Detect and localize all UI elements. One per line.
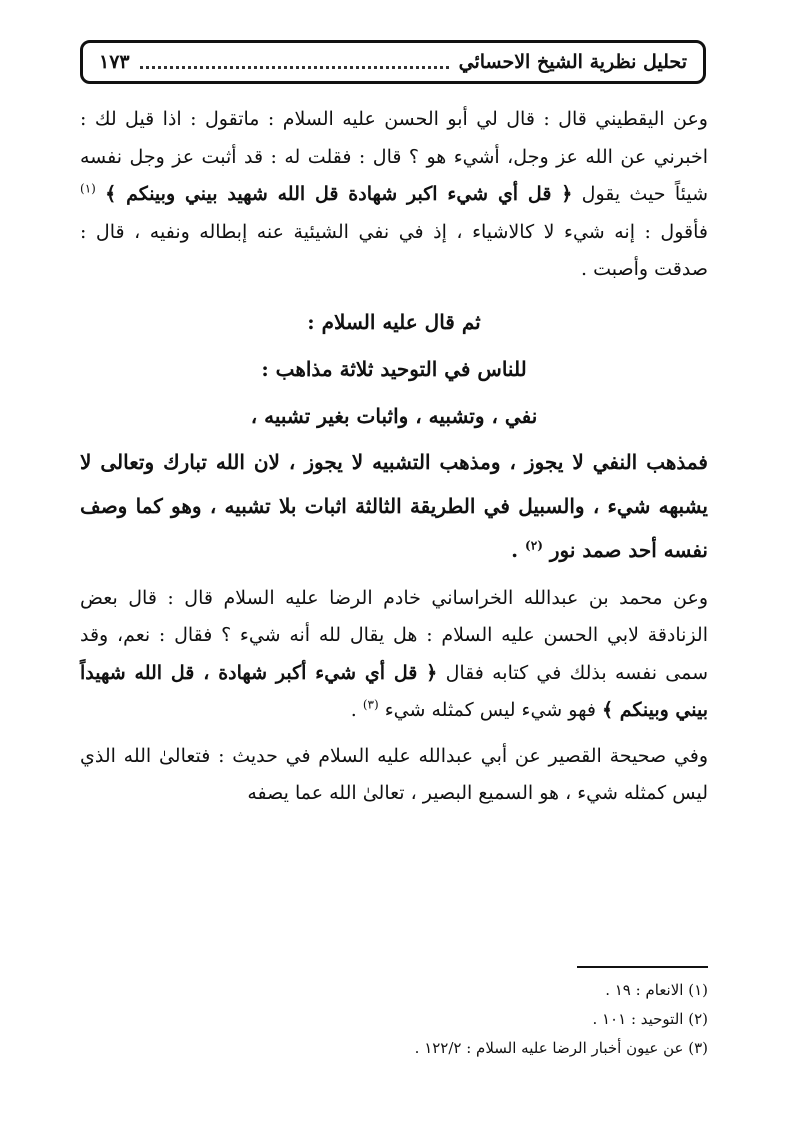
- paragraph-doctrines: [80, 440, 708, 572]
- footnote-ref-1: (١): [80, 181, 96, 196]
- page-header: [80, 40, 706, 84]
- heading-doctrine-list: نفي ، وتشبيه ، واثبات بغير تشبيه ،: [250, 403, 538, 428]
- footnote-ref-2: (٢): [525, 537, 543, 552]
- paragraph-text: فهو شيء ليس كمثله شيء: [384, 699, 602, 721]
- paragraph-text: وعن محمد بن عبدالله الخراساني خادم الرضا عليه السلام قال : قال بعض الزنادقة لابي الحسن عليه السلام : هل يقال لله أنه شيء ؟ فقال : نعم، وقد سمى نفسه بذلك في كتابه فقال: [80, 586, 709, 684]
- quran-quote: ﴿ قل أي شيء أكبر شهادة ، قل الله شهيداً بيني وبينكم ﴾: [80, 661, 708, 721]
- footnote-1: (١) الانعام : ١٩ .: [605, 981, 708, 999]
- page-body: [80, 101, 708, 813]
- paragraph-end: .: [511, 537, 526, 562]
- header-dot-leader: [140, 66, 449, 69]
- footnote-2: (٢) التوحيد : ١٠١ .: [592, 1010, 708, 1028]
- footnote-3: (٣) عن عيون أخبار الرضا عليه السلام : ١٢٢/٢ .: [414, 1039, 708, 1057]
- heading-quote-intro: ثم قال عليه السلام :: [307, 309, 481, 334]
- paragraph-text: وعن اليقطيني قال : قال لي أبو الحسن عليه السلام : ماتقول : اذا قيل لك : اخبرني عن الله عز وجل، أشيء هو ؟ قال : فقلت له : قد أثبت عز وجل نفسه شيئاً حيث يقول: [80, 108, 708, 205]
- paragraph-text: فأقول : إنه شيء لا كالاشياء ، إذ في نفي الشيئية عنه إبطاله ونفيه ، قال : صدقت وأصبت .: [80, 220, 708, 280]
- paragraph-qasir: وفي صحيحة القصير عن أبي عبدالله عليه السلام في حديث : فتعالىٰ الله الذي ليس كمثله شيء ، هو السميع البصير ، تعالىٰ الله عما يصفه: [80, 744, 708, 804]
- footnote-ref-3: (٣): [362, 697, 379, 712]
- page-number: ١٧٣: [99, 51, 130, 73]
- paragraph-khorasani: [80, 580, 708, 730]
- footnotes: [300, 976, 708, 1063]
- quran-quote: ﴿ قل أي شيء اكبر شهادة قل الله شهيد بيني وبينكم ﴾: [105, 183, 573, 205]
- running-title: تحليل نظرية الشيخ الاحسائي: [458, 51, 687, 73]
- footnote-separator: [577, 966, 708, 968]
- heading-three-doctrines: للناس في التوحيد ثلاثة مذاهب :: [261, 356, 527, 381]
- paragraph-end: .: [350, 699, 363, 721]
- paragraph-text: فمذهب النفي لا يجوز ، ومذهب التشبيه لا يجوز ، لان الله تبارك وتعالى لا يشبهه شيء ، والسبيل في الطريقة الثالثة اثبات بلا تشبيه ، وهو كما وصف نفسه أحد صمد نور: [80, 449, 708, 562]
- paragraph-yaqtini: [80, 101, 708, 289]
